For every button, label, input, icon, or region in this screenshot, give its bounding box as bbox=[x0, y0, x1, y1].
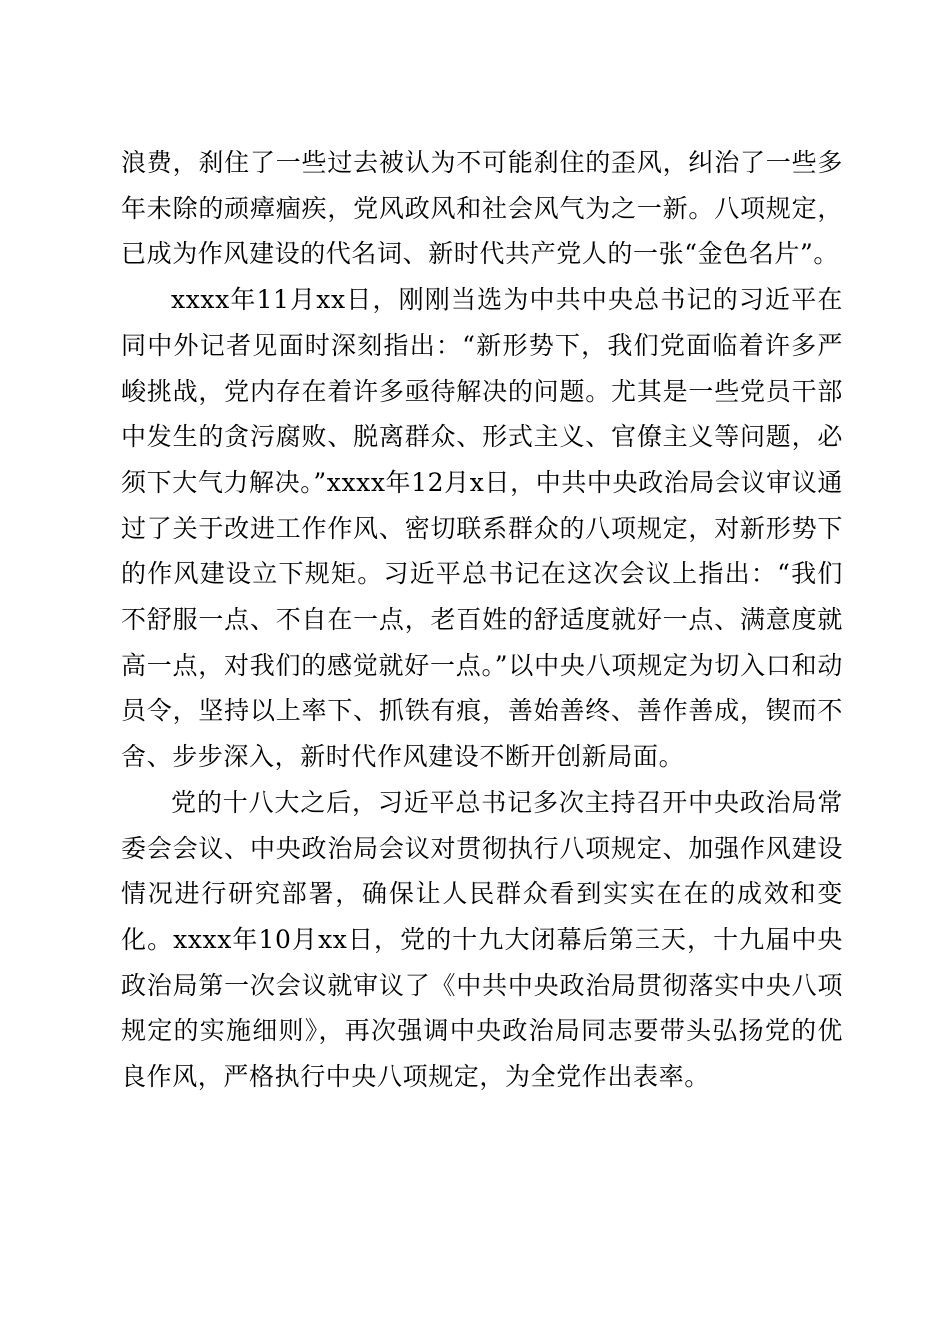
paragraph-3: 党的十八大之后，习近平总书记多次主持召开中央政治局常委会会议、中央政治局会议对贯彻执行八项规定、加强作风建设情况进行研究部署，确保让人民群众看到实实在在的成效和变化。xxxx年10月xx日，党的十九大闭幕后第三天，十九届中央政治局第一次会议就审议了《中共中央政治局贯彻落实中央八项规定的实施细则》，再次强调中央政治局同志要带头弘扬党的优良作风，严格执行中央八项规定，为全党作出表率。 bbox=[121, 787, 843, 1092]
document-body bbox=[121, 140, 843, 1100]
paragraph-2: xxxx年11月xx日，刚刚当选为中共中央总书记的习近平在同中外记者见面时深刻指出：“新形势下，我们党面临着许多严峻挑战，党内存在着许多亟待解决的问题。尤其是一些党员干部中发生的贪污腐败、脱离群众、形式主义、官僚主义等问题，必须下大气力解决。”xxxx年12月x日，中共中央政治局会议审议通过了关于改进工作作风、密切联系群众的八项规定，对新形势下的作风建设立下规矩。习近平总书记在这次会议上指出：“我们不舒服一点、不自在一点，老百姓的舒适度就好一点、满意度就高一点，对我们的感觉就好一点。”以中央八项规定为切入口和动员令，坚持以上率下、抓铁有痕，善始善终、善作善成，锲而不舍、步步深入，新时代作风建设不断开创新局面。 bbox=[121, 285, 843, 772]
paragraph-continuation: 浪费，刹住了一些过去被认为不可能刹住的歪风，纠治了一些多年未除的顽瘴痼疾，党风政风和社会风气为之一新。八项规定，已成为作风建设的代名词、新时代共产党人的一张“金色名片”。 bbox=[121, 148, 843, 269]
